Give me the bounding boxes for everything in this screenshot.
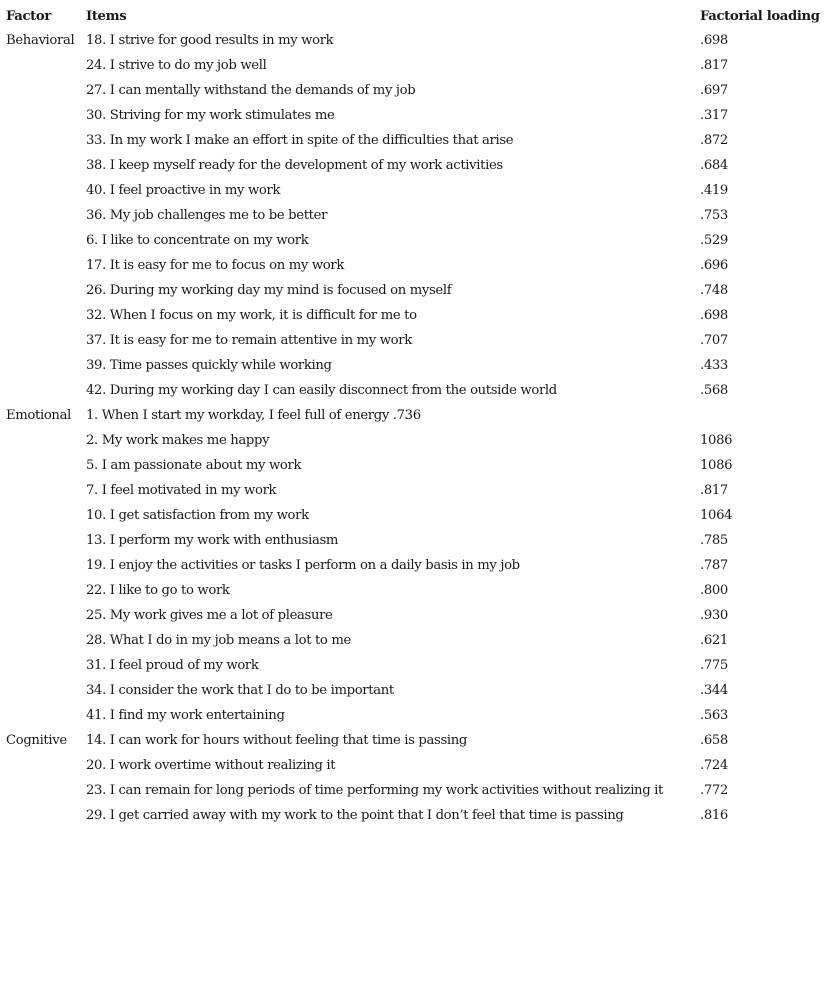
loading-cell: .817 <box>700 483 728 498</box>
loading-cell: .930 <box>700 608 728 623</box>
factor-cell <box>6 178 86 203</box>
item-cell: 6. I like to concentrate on my work <box>86 233 309 248</box>
item-cell: 36. My job challenges me to be better <box>86 208 328 223</box>
loading-cell: .563 <box>700 708 728 723</box>
item-cell: 19. I enjoy the activities or tasks I perform on a daily basis in my job <box>86 558 520 573</box>
table-row <box>6 103 826 128</box>
item-cell: 2. My work makes me happy <box>86 433 270 448</box>
table-row <box>6 503 826 528</box>
loading-cell: .753 <box>700 208 728 223</box>
loading-cell: .775 <box>700 658 728 673</box>
table-row <box>6 253 826 278</box>
factor-cell <box>6 703 86 728</box>
table-row <box>6 78 826 103</box>
loading-cell: .433 <box>700 358 728 373</box>
loading-cell <box>700 403 826 428</box>
loading-cell: .748 <box>700 283 728 298</box>
item-cell: 14. I can work for hours without feeling that time is passing <box>86 733 467 748</box>
factor-cell <box>6 228 86 253</box>
factor-cell <box>6 103 86 128</box>
item-cell: 29. I get carried away with my work to the point that I don’t feel that time is passing <box>86 808 624 823</box>
table-row <box>6 528 826 553</box>
loading-cell: .817 <box>700 58 728 73</box>
table-row <box>6 803 826 828</box>
table-row <box>6 203 826 228</box>
factor-cell <box>6 328 86 353</box>
loading-cell: .317 <box>700 108 728 123</box>
loading-cell: .872 <box>700 133 728 148</box>
loading-cell: .816 <box>700 808 728 823</box>
column-header-factor: Factor <box>6 9 51 24</box>
table-row <box>6 378 826 403</box>
table-body <box>6 28 826 828</box>
loading-cell: .785 <box>700 533 728 548</box>
table-row <box>6 228 826 253</box>
item-cell: 1. When I start my workday, I feel full of energy .736 <box>86 408 421 423</box>
loading-cell: .419 <box>700 183 728 198</box>
factor-cell <box>6 603 86 628</box>
item-cell: 26. During my working day my mind is focused on myself <box>86 283 452 298</box>
loading-cell: .800 <box>700 583 728 598</box>
loading-cell: .529 <box>700 233 728 248</box>
factor-cell <box>6 303 86 328</box>
item-cell: 13. I perform my work with enthusiasm <box>86 533 339 548</box>
factor-cell <box>6 453 86 478</box>
item-cell: 18. I strive for good results in my work <box>86 33 334 48</box>
factor-cell <box>6 528 86 553</box>
table-row <box>6 603 826 628</box>
factor-cell: Behavioral <box>6 33 75 48</box>
column-header-items: Items <box>86 9 127 24</box>
item-cell: 24. I strive to do my job well <box>86 58 267 73</box>
table-row <box>6 778 826 803</box>
item-cell: 20. I work overtime without realizing it <box>86 758 336 773</box>
loading-cell: .696 <box>700 258 728 273</box>
item-cell: 5. I am passionate about my work <box>86 458 302 473</box>
table-row <box>6 478 826 503</box>
item-cell: 17. It is easy for me to focus on my work <box>86 258 344 273</box>
factor-cell <box>6 478 86 503</box>
item-cell: 42. During my working day I can easily disconnect from the outside world <box>86 383 557 398</box>
item-cell: 22. I like to go to work <box>86 583 230 598</box>
loading-cell: .707 <box>700 333 728 348</box>
loading-cell: .724 <box>700 758 728 773</box>
factor-cell <box>6 503 86 528</box>
item-cell: 34. I consider the work that I do to be important <box>86 683 394 698</box>
factor-cell <box>6 128 86 153</box>
table-row <box>6 28 826 53</box>
table-row <box>6 328 826 353</box>
table-row <box>6 278 826 303</box>
item-cell: 30. Striving for my work stimulates me <box>86 108 335 123</box>
factor-cell <box>6 753 86 778</box>
table-row <box>6 453 826 478</box>
item-cell: 39. Time passes quickly while working <box>86 358 332 373</box>
item-cell: 33. In my work I make an effort in spite of the difficulties that arise <box>86 133 514 148</box>
item-cell: 28. What I do in my job means a lot to me <box>86 633 351 648</box>
loading-cell: .684 <box>700 158 728 173</box>
factor-loadings-table <box>6 5 826 828</box>
item-cell: 7. I feel motivated in my work <box>86 483 277 498</box>
table-row <box>6 128 826 153</box>
loading-cell: 1086 <box>700 458 733 473</box>
item-cell: 25. My work gives me a lot of pleasure <box>86 608 333 623</box>
table-row <box>6 553 826 578</box>
item-cell: 10. I get satisfaction from my work <box>86 508 309 523</box>
loading-cell: .658 <box>700 733 728 748</box>
factor-cell <box>6 353 86 378</box>
table-row <box>6 153 826 178</box>
table-row <box>6 653 826 678</box>
factor-cell <box>6 278 86 303</box>
factor-cell <box>6 553 86 578</box>
table-row <box>6 53 826 78</box>
item-cell: 32. When I focus on my work, it is difficult for me to <box>86 308 417 323</box>
table-header <box>6 5 826 28</box>
item-cell: 23. I can remain for long periods of time performing my work activities without realizing it <box>86 783 663 798</box>
factor-cell: Cognitive <box>6 733 67 748</box>
table-row <box>6 178 826 203</box>
factor-cell <box>6 778 86 803</box>
factor-cell <box>6 53 86 78</box>
factor-cell <box>6 578 86 603</box>
table-row <box>6 628 826 653</box>
table-row <box>6 403 826 428</box>
factor-cell <box>6 628 86 653</box>
factor-cell <box>6 153 86 178</box>
item-cell: 40. I feel proactive in my work <box>86 183 281 198</box>
loading-cell: .697 <box>700 83 728 98</box>
item-cell: 31. I feel proud of my work <box>86 658 259 673</box>
column-header-factorial-loading: Factorial loading <box>700 9 820 24</box>
factor-cell: Emotional <box>6 408 71 423</box>
table-row <box>6 578 826 603</box>
item-cell: 37. It is easy for me to remain attentive in my work <box>86 333 412 348</box>
loading-cell: .621 <box>700 633 728 648</box>
table-row <box>6 678 826 703</box>
table-row <box>6 753 826 778</box>
factor-cell <box>6 678 86 703</box>
loading-cell: .344 <box>700 683 728 698</box>
factor-cell <box>6 428 86 453</box>
item-cell: 27. I can mentally withstand the demands of my job <box>86 83 416 98</box>
loading-cell: 1064 <box>700 508 733 523</box>
table-row <box>6 303 826 328</box>
item-cell: 41. I find my work entertaining <box>86 708 285 723</box>
factor-cell <box>6 78 86 103</box>
loading-cell: 1086 <box>700 433 733 448</box>
factor-cell <box>6 653 86 678</box>
item-cell: 38. I keep myself ready for the development of my work activities <box>86 158 503 173</box>
header-row <box>6 5 826 28</box>
loading-cell: .787 <box>700 558 728 573</box>
factor-cell <box>6 803 86 828</box>
factor-cell <box>6 378 86 403</box>
loading-cell: .698 <box>700 33 728 48</box>
table-row <box>6 703 826 728</box>
loading-cell: .698 <box>700 308 728 323</box>
table-row <box>6 428 826 453</box>
factor-cell <box>6 203 86 228</box>
table-row <box>6 728 826 753</box>
factor-cell <box>6 253 86 278</box>
loading-cell: .772 <box>700 783 728 798</box>
table-row <box>6 353 826 378</box>
loading-cell: .568 <box>700 383 728 398</box>
